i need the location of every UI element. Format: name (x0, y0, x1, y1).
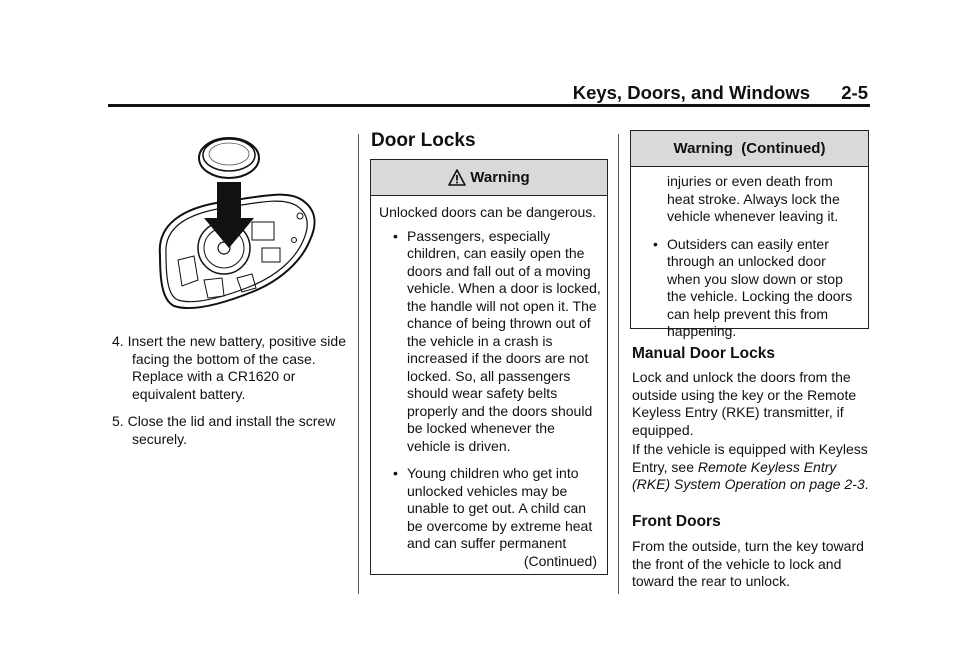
manual-door-locks-heading: Manual Door Locks (632, 345, 775, 362)
front-doors-heading: Front Doors (632, 513, 721, 530)
warning-bullet: • Passengers, especially children, can easily open the doors and fall out of a moving vehicle. When a door is locked, the handle will not open it. The chance of being thrown out of the vehicle in a crash is increased if the doors are not locked. So, all passengers should wear safety belts properly and the doors should be locked whenever the vehicle is driven. (379, 228, 601, 456)
warning-continued-box (630, 130, 869, 339)
warning-continued-text: injuries or even death from heat stroke. Always lock the vehicle whenever leaving it. (667, 173, 840, 224)
warning-bullet: • Outsiders can easily enter through an unlocked door when you slow down or stop the vehicle. Locking the doors can help prevent this from happening. (639, 236, 862, 341)
warning-icon (448, 169, 466, 186)
continued-label: (Continued) (523, 552, 597, 569)
step-text: Close the lid and install the screw securely. (127, 413, 336, 447)
step-text: Insert the new battery, positive side facing the bottom of the case. Replace with a CR1620 or equivalent battery. (127, 333, 346, 402)
warning-box (370, 159, 608, 575)
battery-figure (112, 130, 350, 322)
column-divider (358, 134, 359, 594)
warning-intro: Unlocked doors can be dangerous. (379, 204, 597, 220)
header-rule (108, 104, 870, 107)
page-number: 2-5 (841, 82, 868, 103)
warning-header (371, 160, 607, 196)
warning-title: Warning (470, 168, 530, 186)
door-locks-heading: Door Locks (371, 130, 476, 151)
manual-para-2-end: . (864, 476, 869, 492)
warning-bullet: • Young children who get into unlocked vehicles may be unable to get out. A child can be overcome by extreme heat and can suffer permanent (379, 465, 601, 553)
warning-continued-title: Warning (Continued) (673, 139, 826, 157)
battery-steps (112, 333, 352, 458)
front-doors-para: From the outside, turn the key toward the front of the vehicle to lock and toward the rear to unlock. (632, 538, 864, 589)
step-number: 5. (112, 413, 124, 429)
manual-para-2-text: If the vehicle is equipped with Keyless Entry, see (632, 441, 868, 475)
manual-para-2 (632, 441, 870, 494)
list-item (112, 413, 352, 448)
cross-reference-link[interactable]: Remote Keyless Entry (RKE) System Operation on page 2-3 (632, 458, 865, 492)
key-fob-battery-icon (112, 130, 350, 322)
column-divider (618, 134, 619, 594)
warning-continued-header (631, 131, 868, 167)
section-title: Keys, Doors, and Windows (572, 82, 810, 103)
manual-para-1: Lock and unlock the doors from the outside using the key or the Remote Keyless Entry (RKE) transmitter, if equipped. (632, 369, 857, 438)
list-item (112, 333, 352, 403)
step-number: 4. (112, 333, 124, 349)
